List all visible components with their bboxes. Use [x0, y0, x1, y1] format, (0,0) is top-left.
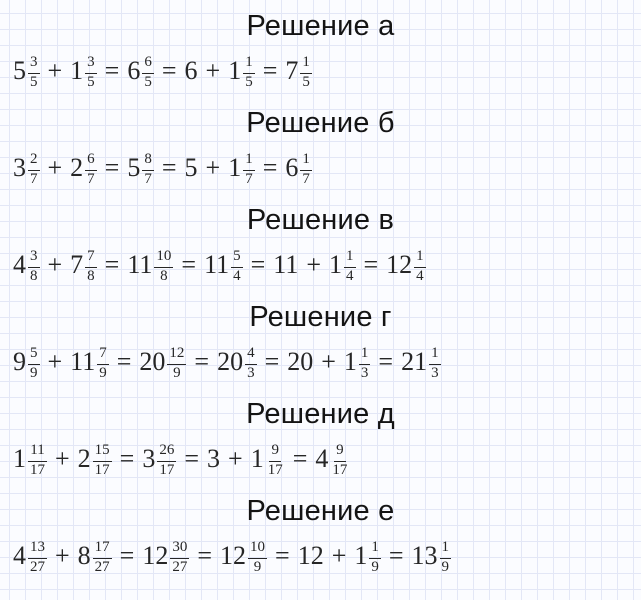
denominator: 27 [94, 559, 110, 576]
solution-section [0, 495, 641, 592]
numerator: 3 [28, 249, 40, 267]
equals-operator: = [388, 541, 404, 570]
mixed-number [285, 54, 312, 91]
denominator: 9 [253, 559, 262, 576]
mixed-number [386, 248, 426, 285]
whole-number: 1 [13, 444, 26, 473]
denominator: 5 [87, 74, 95, 91]
equals-operator: = [104, 250, 120, 279]
whole-number: 11 [273, 250, 299, 279]
plus-operator: + [47, 347, 63, 376]
numerator: 7 [97, 346, 109, 364]
solution-section [0, 107, 641, 204]
mixed-number [127, 248, 173, 285]
fraction [28, 346, 40, 382]
mixed-number [70, 54, 97, 91]
whole-number: 7 [285, 56, 299, 85]
mixed-number [142, 442, 176, 479]
equals-operator: = [262, 56, 278, 85]
section-title: Решение е [246, 495, 395, 527]
denominator: 17 [159, 462, 175, 479]
mixed-number [139, 345, 186, 382]
whole-number: 3 [13, 153, 26, 182]
plus-operator: + [55, 444, 70, 473]
fraction [300, 152, 312, 188]
whole-number: 20 [287, 347, 314, 376]
fraction [85, 249, 97, 285]
equals-operator: = [116, 347, 132, 376]
whole-number: 12 [297, 541, 324, 570]
plus-operator: + [321, 347, 336, 376]
denominator: 5 [144, 74, 152, 91]
fraction [300, 55, 312, 91]
plus-operator: + [331, 541, 347, 570]
mixed-number [13, 54, 40, 91]
whole-number: 20 [217, 347, 244, 376]
numerator: 5 [231, 249, 243, 267]
section-title: Решение г [249, 301, 392, 333]
mixed-number [228, 54, 255, 91]
fraction [243, 55, 255, 91]
equation [0, 340, 641, 386]
numerator: 5 [28, 346, 40, 364]
mixed-number [13, 248, 40, 285]
numerator: 2 [28, 152, 40, 170]
numerator: 30 [170, 540, 189, 558]
equation [0, 243, 641, 289]
equals-operator: = [194, 347, 210, 376]
fraction [97, 346, 109, 382]
fraction [28, 443, 47, 479]
whole-number: 9 [13, 347, 26, 376]
denominator: 17 [267, 462, 283, 479]
mixed-number [401, 345, 441, 382]
whole-number: 1 [354, 541, 368, 570]
equals-operator: = [104, 153, 120, 182]
numerator: 6 [142, 55, 154, 73]
whole-number: 20 [139, 347, 166, 376]
mixed-number [77, 442, 112, 479]
mixed-number [250, 442, 285, 479]
fraction [28, 540, 47, 576]
section-title: Решение б [246, 107, 395, 139]
numerator: 1 [300, 152, 312, 170]
mixed-number [70, 248, 97, 285]
equals-operator: = [161, 56, 177, 85]
mixed-number [220, 539, 267, 576]
fraction [85, 55, 97, 91]
equals-operator: = [197, 541, 213, 570]
solution-section [0, 398, 641, 495]
denominator: 4 [416, 268, 424, 285]
mixed-number [228, 151, 255, 188]
numerator: 1 [243, 152, 255, 170]
mixed-number [13, 151, 40, 188]
equals-operator: = [181, 250, 197, 279]
fraction [440, 540, 452, 576]
solution-section [0, 204, 641, 301]
numerator: 4 [245, 346, 257, 364]
denominator: 5 [30, 74, 38, 91]
whole-number: 12 [386, 250, 413, 279]
numerator: 17 [93, 540, 112, 558]
section-title: Решение в [246, 204, 395, 236]
mixed-number [77, 539, 112, 576]
whole-number: 1 [228, 153, 242, 182]
denominator: 27 [30, 559, 45, 576]
solution-section [0, 10, 641, 107]
plus-operator: + [205, 56, 221, 85]
denominator: 9 [99, 365, 107, 382]
whole-number: 4 [13, 541, 26, 570]
fraction [170, 540, 189, 576]
fraction [344, 249, 356, 285]
whole-number: 3 [142, 444, 156, 473]
section-title: Решение а [246, 10, 395, 42]
equals-operator: = [264, 347, 280, 376]
mixed-number [13, 539, 47, 576]
plus-operator: + [47, 250, 63, 279]
denominator: 17 [332, 462, 348, 479]
denominator: 8 [160, 268, 168, 285]
whole-number: 5 [184, 153, 198, 182]
numerator: 1 [429, 346, 441, 364]
denominator: 5 [245, 74, 253, 91]
whole-number: 21 [401, 347, 428, 376]
whole-number: 8 [77, 541, 91, 570]
denominator: 3 [431, 365, 439, 382]
numerator: 1 [344, 249, 356, 267]
denominator: 9 [173, 365, 181, 382]
fraction [231, 249, 243, 285]
plus-operator: + [306, 250, 321, 279]
fraction [167, 346, 186, 382]
whole-number: 6 [285, 153, 299, 182]
numerator: 1 [243, 55, 255, 73]
fraction [142, 152, 154, 188]
denominator: 7 [87, 171, 95, 188]
plus-operator: + [47, 153, 63, 182]
numerator: 26 [157, 443, 176, 461]
equals-operator: = [184, 444, 200, 473]
whole-number: 6 [184, 56, 198, 85]
whole-number: 13 [411, 541, 438, 570]
denominator: 9 [441, 559, 450, 576]
numerator: 1 [359, 346, 371, 364]
denominator: 7 [30, 171, 38, 188]
numerator: 1 [300, 55, 312, 73]
equals-operator: = [378, 347, 394, 376]
denominator: 9 [371, 559, 379, 576]
denominator: 17 [30, 462, 45, 479]
fraction [245, 346, 257, 382]
mixed-number [204, 248, 243, 285]
whole-number: 3 [207, 444, 221, 473]
equals-operator: = [262, 153, 278, 182]
fraction [429, 346, 441, 382]
fraction [157, 443, 176, 479]
denominator: 3 [360, 365, 369, 382]
denominator: 5 [302, 74, 310, 91]
fraction [154, 249, 173, 285]
numerator: 1 [414, 249, 426, 267]
denominator: 27 [172, 559, 188, 576]
fraction [142, 55, 154, 91]
equals-operator: = [119, 541, 135, 570]
mixed-number [315, 442, 349, 479]
mixed-number [343, 345, 371, 382]
whole-number: 4 [13, 250, 26, 279]
equals-operator: = [363, 250, 379, 279]
whole-number: 12 [142, 541, 169, 570]
equals-operator: = [161, 153, 177, 182]
plus-operator: + [205, 153, 221, 182]
denominator: 4 [233, 268, 241, 285]
whole-number: 2 [70, 153, 84, 182]
denominator: 3 [247, 365, 255, 382]
whole-number: 11 [70, 347, 96, 376]
whole-number: 2 [77, 444, 91, 473]
mixed-number [142, 539, 189, 576]
equals-operator: = [119, 444, 135, 473]
plus-operator: + [47, 56, 63, 85]
denominator: 7 [245, 171, 253, 188]
fraction [28, 152, 40, 188]
fraction [359, 346, 371, 382]
numerator: 6 [85, 152, 97, 170]
equation [0, 49, 641, 95]
equals-operator: = [250, 250, 266, 279]
fraction [414, 249, 426, 285]
numerator: 12 [167, 346, 186, 364]
denominator: 7 [144, 171, 152, 188]
fraction [28, 249, 40, 285]
fraction [28, 55, 40, 91]
plus-operator: + [55, 541, 70, 570]
equals-operator: = [275, 541, 290, 570]
whole-number: 1 [329, 250, 342, 279]
fraction [248, 540, 267, 576]
mixed-number [127, 54, 154, 91]
mixed-number [285, 151, 312, 188]
denominator: 8 [87, 268, 95, 285]
fraction [85, 152, 97, 188]
whole-number: 4 [315, 444, 329, 473]
numerator: 1 [440, 540, 452, 558]
solution-section [0, 301, 641, 398]
mixed-number [13, 442, 47, 479]
numerator: 13 [28, 540, 47, 558]
fraction [243, 152, 255, 188]
mixed-number [13, 345, 40, 382]
numerator: 9 [334, 443, 346, 461]
fraction [266, 443, 285, 479]
numerator: 11 [28, 443, 46, 461]
mixed-number [329, 248, 356, 285]
whole-number: 5 [13, 56, 26, 85]
fraction [93, 540, 112, 576]
numerator: 9 [269, 443, 281, 461]
whole-number: 5 [127, 153, 141, 182]
mixed-number [217, 345, 257, 382]
whole-number: 1 [343, 347, 357, 376]
whole-number: 12 [220, 541, 247, 570]
numerator: 3 [28, 55, 40, 73]
mixed-number [411, 539, 452, 576]
whole-number: 1 [228, 56, 242, 85]
fraction [330, 443, 349, 479]
whole-number: 11 [204, 250, 230, 279]
whole-number: 7 [70, 250, 84, 279]
denominator: 7 [302, 171, 310, 188]
mixed-number [70, 345, 109, 382]
numerator: 10 [248, 540, 267, 558]
whole-number: 11 [127, 250, 153, 279]
numerator: 3 [85, 55, 97, 73]
mixed-number [354, 539, 381, 576]
equation [0, 534, 641, 580]
fraction [93, 443, 112, 479]
solutions-list [0, 10, 641, 592]
numerator: 8 [142, 152, 154, 170]
equation [0, 437, 641, 483]
whole-number: 1 [250, 444, 264, 473]
numerator: 1 [369, 540, 381, 558]
equals-operator: = [104, 56, 120, 85]
equation [0, 146, 641, 192]
whole-number: 6 [127, 56, 141, 85]
denominator: 8 [30, 268, 38, 285]
numerator: 7 [85, 249, 97, 267]
denominator: 4 [346, 268, 354, 285]
whole-number: 1 [70, 56, 84, 85]
plus-operator: + [228, 444, 243, 473]
fraction [369, 540, 381, 576]
denominator: 9 [30, 365, 38, 382]
denominator: 17 [94, 462, 110, 479]
mixed-number [70, 151, 97, 188]
equals-operator: = [292, 444, 308, 473]
section-title: Решение д [246, 398, 395, 430]
numerator: 15 [93, 443, 112, 461]
mixed-number [127, 151, 154, 188]
numerator: 10 [154, 249, 173, 267]
